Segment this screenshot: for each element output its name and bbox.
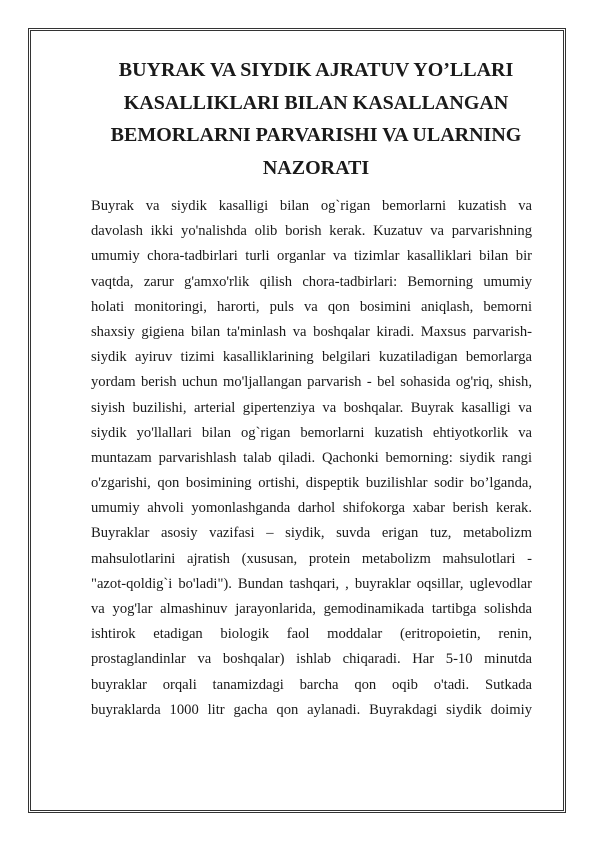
paragraph-line: buyraklar orqali tanamizdagi barcha qon oqib o'tadi. Sutkada <box>91 676 532 693</box>
body-paragraph <box>91 194 532 723</box>
paragraph-line: muntazam parvarishlash talab qiladi. Qachonki bemorning: siydik rangi <box>91 449 532 466</box>
paragraph-line: siydik yo'llallari bilan og`rigan bemorlarni kuzatish ehtiyotkorlik va <box>91 424 532 441</box>
title-line: BUYRAK VA SIYDIK AJRATUV YO’LLARI <box>118 59 514 81</box>
title-line: KASALLIKLARI BILAN KASALLANGAN <box>123 91 509 114</box>
paragraph-line: siydik ayiruv tizimi kasalliklarining belgilari kuzatiladigan bemorlarga <box>91 349 532 366</box>
title-line: BEMORLARNI PARVARISHI VA ULARNING <box>110 124 522 146</box>
paragraph-line: ishtirok etadigan biologik faol moddalar (eritropoietin, renin, <box>91 626 532 643</box>
paragraph-line: "azot-qoldig`i bo'ladi"). Bundan tashqari, , buyraklar oqsillar, uglevodlar <box>91 575 532 592</box>
paragraph-line: siyish buzilishi, arterial gipertenziya va boshqalar. Buyrak kasalligi va <box>91 399 532 416</box>
paragraph-line: Buyraklar asosiy vazifasi – siydik, suvda erigan tuz, metabolizm <box>91 525 532 542</box>
paragraph-line: davolash ikki yo'nalishda olib borish kerak. Kuzatuv va parvarishning <box>91 223 532 240</box>
paragraph-line: va yog'lar almashinuv jarayonlarida, gemodinamikada tartibga solishda <box>91 601 532 617</box>
paragraph-line: buyraklarda 1000 litr gacha qon aylanadi. Buyrakdagi siydik doimiy <box>91 701 532 718</box>
paragraph-line: yordam berish uchun mo'ljallangan parvarish - bel sohasida og'riq, shish, <box>91 374 532 391</box>
paragraph-line: prostaglandinlar va boshqalar) ishlab chiqaradi. Har 5-10 minutda <box>91 651 532 668</box>
paragraph-line: mahsulotlarini ajratish (xususan, protein metabolizm mahsulotlari - <box>91 550 532 567</box>
title-line: NAZORATI <box>262 156 370 179</box>
paragraph-line: shaxsiy gigiena bilan ta'minlash va boshqalar kiradi. Maxsus parvarish- <box>91 323 532 340</box>
paragraph-line: Buyrak va siydik kasalligi bilan og`rigan bemorlarni kuzatish va <box>91 198 532 214</box>
paragraph-line: o'zgarishi, qon bosimining ortishi, dispeptik buzilishlar sodir bo’lganda, <box>91 475 532 492</box>
paragraph-line: vaqtda, zarur g'amxo'rlik qilish chora-tadbirlari: Bemorning umumiy <box>91 273 532 290</box>
paragraph-line: holati monitoringi, harorti, puls va qon bosimini aniqlash, bemorni <box>91 298 532 315</box>
document-title <box>92 54 540 184</box>
paragraph-line: umumiy chora-tadbirlari turli organlar va tizimlar kasalliklari bilan bir <box>91 248 532 265</box>
paragraph-line: umumiy ahvoli yomonlashganda darhol shifokorga xabar berish kerak. <box>91 500 532 517</box>
